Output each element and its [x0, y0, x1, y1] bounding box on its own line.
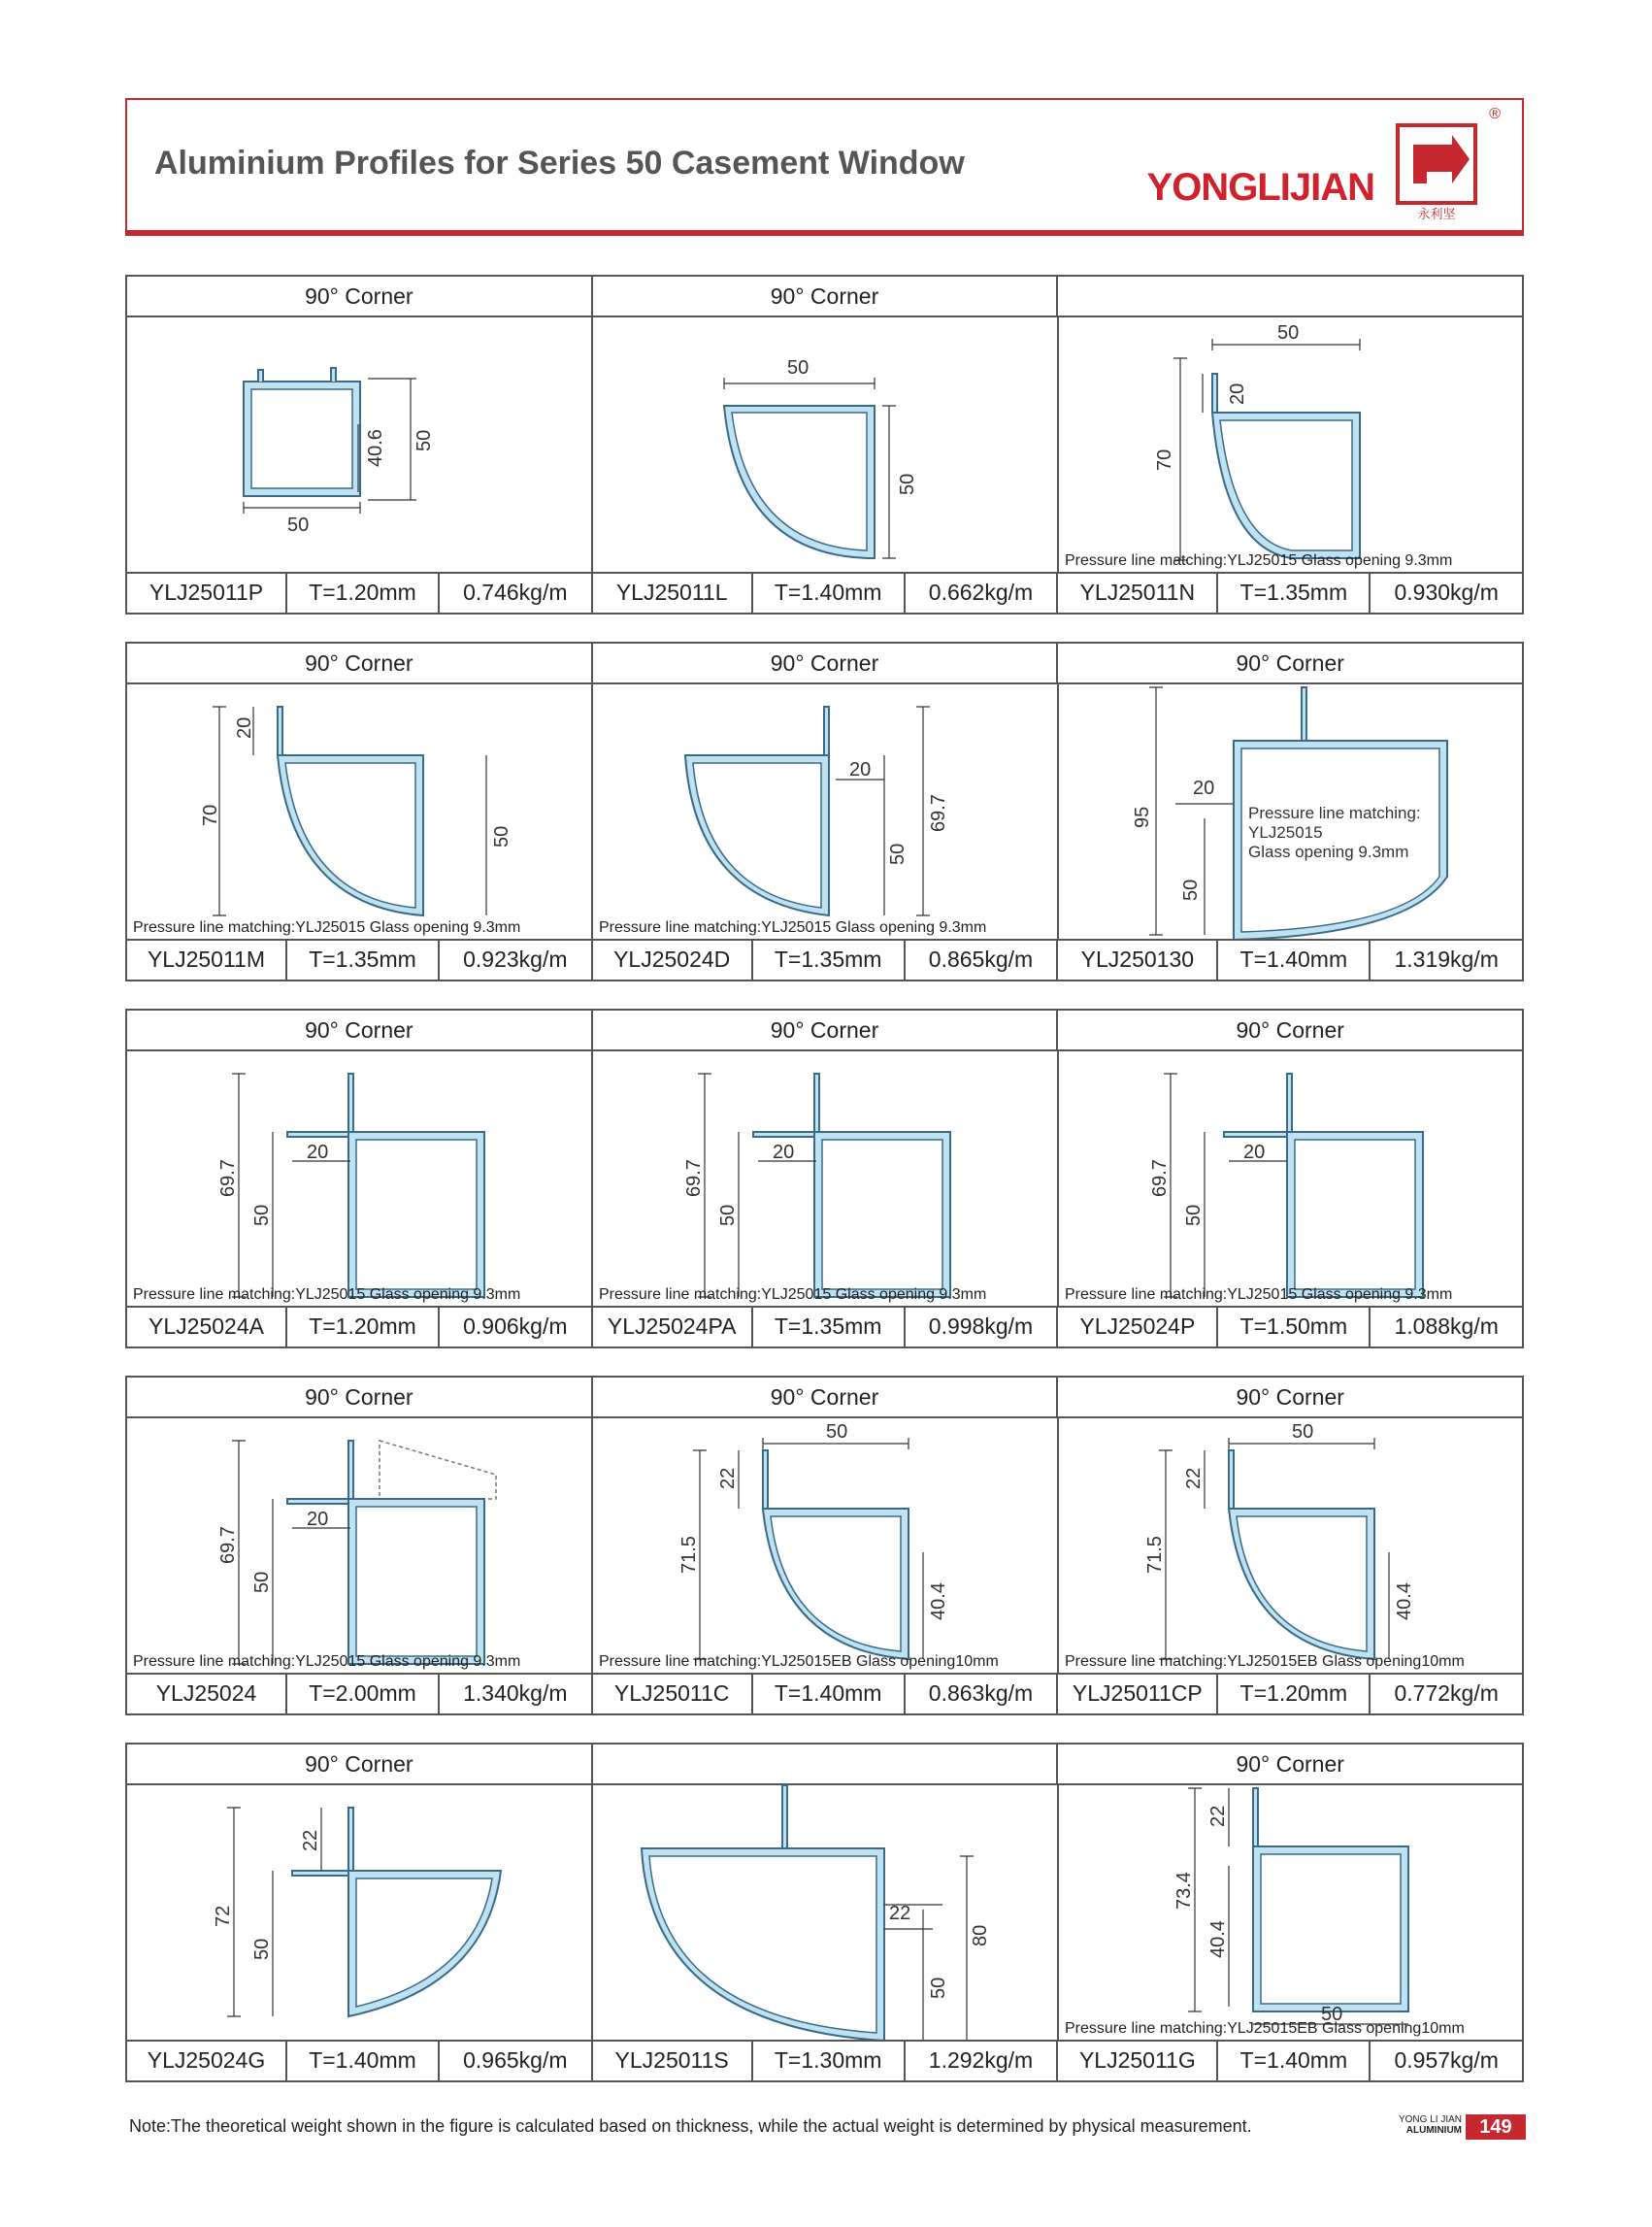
model-code: YLJ25011N — [1058, 574, 1218, 613]
profiles-grid — [125, 275, 1524, 2110]
dim-label: 22 — [889, 1903, 911, 1924]
weight: 0.930kg/m — [1394, 580, 1499, 605]
registered-mark: ® — [1489, 106, 1501, 122]
weight: 0.746kg/m — [463, 580, 568, 605]
cell-heading: 90° Corner — [593, 1011, 1059, 1049]
thickness: T=1.35mm — [753, 1308, 906, 1346]
model-code: YLJ25024 — [127, 1675, 287, 1713]
weight: 0.863kg/m — [928, 1680, 1034, 1706]
weight: 1.088kg/m — [1394, 1313, 1499, 1339]
dim-label: 70 — [200, 804, 221, 826]
dim-label: 50 — [413, 429, 435, 451]
model-code: YLJ25011C — [593, 1675, 753, 1713]
dim-label: 50 — [897, 473, 918, 495]
weight: 0.998kg/m — [928, 1313, 1034, 1339]
footer-note: Note:The theoretical weight shown in the figure is calculated based on thickness, while the actual weight is determined by physical measurement. — [129, 2116, 1252, 2136]
dim-label: 50 — [1292, 1421, 1314, 1443]
model-code: YLJ25024D — [593, 941, 753, 980]
thickness: T=1.50mm — [1218, 1308, 1371, 1346]
callout-line: Pressure line matching: — [1248, 804, 1421, 822]
thickness: T=1.40mm — [1218, 941, 1371, 980]
thickness: T=1.35mm — [287, 941, 440, 980]
thickness: T=1.40mm — [287, 2042, 440, 2080]
weight: 0.662kg/m — [928, 580, 1034, 605]
weight: 0.965kg/m — [463, 2047, 568, 2073]
dim-label: 22 — [1207, 1805, 1229, 1827]
model-code: YLJ25024G — [127, 2042, 287, 2080]
cell-heading: 90° Corner — [1236, 1017, 1344, 1043]
badge-top-text: YONG LI JIAN — [1398, 2114, 1462, 2125]
cell-heading: 90° Corner — [593, 277, 1059, 316]
dim-label: 20 — [1193, 778, 1215, 799]
weight: 1.292kg/m — [928, 2047, 1034, 2073]
cell-heading: 90° Corner — [127, 277, 593, 316]
profile-drawing — [593, 316, 1059, 574]
badge-bottom-text: ALUMINIUM — [1405, 2125, 1462, 2136]
thickness: T=1.35mm — [1218, 574, 1371, 613]
dim-label: 40.4 — [1207, 1920, 1229, 1958]
note-text: Pressure line matching:YLJ25015EB Glass opening10mm — [599, 1653, 999, 1670]
dim-label: 50 — [928, 1977, 949, 1999]
cell-heading: 90° Corner — [1236, 650, 1344, 676]
dim-label: 50 — [1183, 1204, 1205, 1226]
profile-drawing — [593, 1783, 1059, 2042]
dim-label: 20 — [1243, 1142, 1266, 1163]
note-text: Pressure line matching:YLJ25015 Glass opening 9.3mm — [1065, 552, 1453, 569]
dim-label: 50 — [1277, 322, 1300, 344]
profile-drawing — [593, 1049, 1059, 1308]
dim-label: 50 — [491, 825, 512, 848]
note-text: Pressure line matching:YLJ25015 Glass opening 9.3mm — [599, 919, 987, 936]
weight: 0.957kg/m — [1394, 2047, 1499, 2073]
thickness: T=1.40mm — [753, 1675, 906, 1713]
model-code: YLJ250130 — [1058, 941, 1218, 980]
cell-heading: 90° Corner — [127, 1011, 593, 1049]
model-code: YLJ25011P — [127, 574, 287, 613]
profile-row — [125, 1009, 1524, 1348]
dim-label: 22 — [717, 1467, 739, 1489]
weight: 0.906kg/m — [463, 1313, 568, 1339]
brand-logo-icon — [1394, 116, 1479, 222]
thickness: T=1.40mm — [753, 574, 906, 613]
dim-label: 70 — [1154, 449, 1175, 471]
profile-drawing — [593, 682, 1059, 941]
dim-label: 72 — [213, 1905, 234, 1927]
profile-drawing — [1059, 1416, 1523, 1675]
svg-text:永利坚: 永利坚 — [1417, 207, 1456, 221]
dim-label: 22 — [300, 1829, 321, 1851]
dim-label: 20 — [307, 1142, 329, 1163]
dim-label: 69.7 — [217, 1526, 239, 1564]
dim-label: 50 — [1321, 2004, 1343, 2025]
profile-drawing — [127, 1783, 593, 2042]
dim-label: 20 — [234, 716, 255, 739]
profile-drawing — [1059, 682, 1523, 941]
page-header — [125, 98, 1524, 236]
callout-line: YLJ25015 — [1248, 823, 1323, 842]
thickness: T=1.40mm — [1218, 2042, 1371, 2080]
note-text: Pressure line matching:YLJ25015 Glass opening 9.3mm — [133, 1653, 521, 1670]
cell-heading: 90° Corner — [593, 1378, 1059, 1416]
profile-drawing — [127, 316, 593, 574]
dim-label: 50 — [1180, 879, 1202, 901]
model-code: YLJ25024A — [127, 1308, 287, 1346]
dim-label: 50 — [887, 843, 909, 865]
thickness: T=1.20mm — [287, 1308, 440, 1346]
note-text: Pressure line matching:YLJ25015EB Glass opening10mm — [1065, 2020, 1465, 2037]
dim-label: 40.6 — [365, 429, 386, 467]
dim-label: 50 — [826, 1421, 848, 1443]
profile-row — [125, 275, 1524, 615]
thickness: T=1.30mm — [753, 2042, 906, 2080]
profile-row — [125, 1376, 1524, 1715]
profile-row — [125, 1743, 1524, 2082]
cell-heading: 90° Corner — [127, 1745, 593, 1783]
cell-heading — [1058, 277, 1522, 316]
profile-row — [125, 642, 1524, 981]
note-text: Pressure line matching:YLJ25015 Glass opening 9.3mm — [133, 919, 521, 936]
page-badge — [1394, 2114, 1512, 2138]
note-text: Pressure line matching:YLJ25015 Glass opening 9.3mm — [1065, 1286, 1453, 1303]
profile-drawing — [1059, 316, 1523, 574]
weight: 1.319kg/m — [1394, 947, 1499, 972]
thickness: T=2.00mm — [287, 1675, 440, 1713]
dim-label: 20 — [849, 759, 872, 781]
cell-heading: 90° Corner — [1236, 1751, 1344, 1777]
model-code: YLJ25011S — [593, 2042, 753, 2080]
weight: 1.340kg/m — [463, 1680, 568, 1706]
profile-drawing — [127, 682, 593, 941]
thickness: T=1.35mm — [753, 941, 906, 980]
dim-label: 69.7 — [217, 1159, 239, 1197]
dim-label: 50 — [251, 1204, 273, 1226]
profile-drawing — [127, 1049, 593, 1308]
dim-label: 95 — [1132, 806, 1153, 828]
dim-label: 69.7 — [928, 794, 949, 832]
brand-name: YONGLIJIAN — [1146, 166, 1374, 209]
dim-label: 71.5 — [678, 1536, 700, 1574]
note-text: Pressure line matching:YLJ25015 Glass opening 9.3mm — [599, 1286, 987, 1303]
dim-label: 73.4 — [1173, 1872, 1195, 1910]
weight: 0.772kg/m — [1394, 1680, 1499, 1706]
callout-line: Glass opening 9.3mm — [1248, 843, 1409, 861]
cell-heading: 90° Corner — [127, 644, 593, 682]
dim-label: 20 — [1227, 382, 1248, 405]
dim-label: 20 — [773, 1142, 795, 1163]
dim-label: 20 — [307, 1509, 329, 1530]
weight: 0.923kg/m — [463, 947, 568, 972]
dim-label: 69.7 — [1149, 1159, 1171, 1197]
model-code: YLJ25024PA — [593, 1308, 753, 1346]
note-text: Pressure line matching:YLJ25015 Glass opening 9.3mm — [133, 1286, 521, 1303]
thickness: T=1.20mm — [287, 574, 440, 613]
model-code: YLJ25011CP — [1058, 1675, 1218, 1713]
dim-label: 50 — [787, 357, 809, 379]
cell-heading — [593, 1745, 1059, 1783]
dim-label: 80 — [970, 1924, 991, 1946]
dim-label: 69.7 — [683, 1159, 705, 1197]
cell-heading: 90° Corner — [127, 1378, 593, 1416]
dim-label: 50 — [251, 1938, 273, 1960]
page-title: Aluminium Profiles for Series 50 Casement Window — [154, 145, 965, 182]
dim-label: 40.4 — [1394, 1582, 1415, 1620]
cell-heading: 90° Corner — [593, 644, 1059, 682]
model-code: YLJ25011M — [127, 941, 287, 980]
weight: 0.865kg/m — [928, 947, 1034, 972]
profile-drawing — [1059, 1783, 1523, 2042]
cell-heading: 90° Corner — [1236, 1384, 1344, 1410]
profile-drawing — [127, 1416, 593, 1675]
dim-label: 50 — [251, 1571, 273, 1593]
dim-label: 71.5 — [1144, 1536, 1166, 1574]
model-code: YLJ25011G — [1058, 2042, 1218, 2080]
dim-label: 50 — [717, 1204, 739, 1226]
model-code: YLJ25024P — [1058, 1308, 1218, 1346]
dim-label: 40.4 — [928, 1582, 949, 1620]
dim-label: 22 — [1183, 1467, 1205, 1489]
note-text: Pressure line matching:YLJ25015EB Glass opening10mm — [1065, 1653, 1465, 1670]
profile-drawing — [593, 1416, 1059, 1675]
dim-label: 50 — [287, 515, 310, 536]
profile-drawing — [1059, 1049, 1523, 1308]
model-code: YLJ25011L — [593, 574, 753, 613]
page-number: 149 — [1466, 2114, 1526, 2140]
thickness: T=1.20mm — [1218, 1675, 1371, 1713]
